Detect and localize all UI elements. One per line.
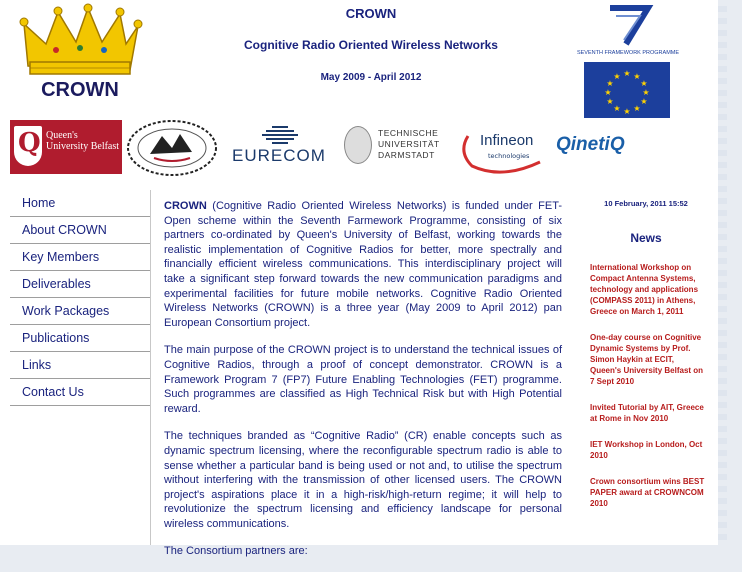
svg-text:★: ★ bbox=[606, 97, 614, 106]
news-heading: News bbox=[630, 231, 662, 245]
svg-text:★: ★ bbox=[642, 88, 650, 97]
news-item[interactable]: One-day course on Cognitive Dynamic Systems by Prof. Simon Haykin at ECIT, Queen's University Belfast on 7 Sept 2010 bbox=[590, 333, 704, 386]
svg-text:★: ★ bbox=[640, 97, 648, 106]
nav-item-home[interactable]: Home bbox=[10, 190, 150, 217]
svg-text:★: ★ bbox=[613, 104, 621, 113]
infineon-logo-text: Infineon bbox=[480, 132, 534, 149]
tu-darmstadt-seal-icon bbox=[344, 126, 372, 164]
infineon-logo[interactable] bbox=[454, 122, 550, 176]
purpose-paragraph: The main purpose of the CROWN project is to understand the technical issues of Cognitive Radios, through a proof of concept demonstrator. CROWN is a Framework Program 7 (FP7) Future Enabling Technologies (FET) programme. Such programmes are classified as High Technical Risk but with High Potential reward. bbox=[164, 344, 562, 415]
eurecom-logo-text: EURECOM bbox=[232, 146, 326, 165]
tu-darmstadt-logo[interactable] bbox=[342, 122, 454, 176]
svg-text:★: ★ bbox=[606, 79, 614, 88]
eurecom-logo[interactable] bbox=[232, 124, 332, 174]
site-subtitle: Cognitive Radio Oriented Wireless Networks bbox=[244, 38, 498, 52]
fp7-caption: SEVENTH FRAMEWORK PROGRAMME bbox=[576, 50, 680, 56]
intro-text: (Cognitive Radio Oriented Wireless Networks) is funded under FET-Open scheme within the Seventh Farmework Programme, consisting of six partners co-ordinated by Queen's University of Belfast, working towards the realistic implementation of Cognitive Radios for better, more spectrally and financially efficient wireless communications. This interdisciplinary project will take a significant step forward towards the new communication paradigms and experimental facilities for future mobile networks. Cognitive Radio Oriented Wireless Networks (CROWN) is a three year (May 2009 to April 2012) pan European Consortium project. bbox=[164, 200, 562, 329]
ait-logo[interactable] bbox=[124, 118, 220, 178]
nav-item-contact[interactable]: Contact Us bbox=[10, 379, 150, 406]
news-item[interactable]: IET Workshop in London, Oct 2010 bbox=[590, 440, 703, 460]
techniques-paragraph: The techniques branded as “Cognitive Radio” (CR) enable concepts such as dynamic spectrum licensing, where the reconfigurable spectrum radio is able to sense whether a particular band is being used or not and, to utilise the spectrum without interfering with the transmission of other licensed users. The CROWN project's aspirations place it in a high-risk/high-return regime; it will help to revolutionize the spectrum licensing and efficiency landscape for personal wireless communications. bbox=[164, 430, 562, 530]
news-item[interactable]: Crown consortium wins BEST PAPER award at CROWNCOM 2010 bbox=[590, 477, 705, 508]
news-list bbox=[586, 262, 706, 509]
nav-item-key-members[interactable]: Key Members bbox=[10, 244, 150, 271]
fp7-logo[interactable] bbox=[576, 4, 680, 56]
nav-item-deliverables[interactable]: Deliverables bbox=[10, 271, 150, 298]
svg-text:★: ★ bbox=[604, 88, 612, 97]
tud-line: DARMSTADT bbox=[378, 150, 435, 160]
crown-bold: CROWN bbox=[164, 200, 207, 212]
news-panel bbox=[586, 199, 706, 524]
qub-logo-text: Queen's University Belfast bbox=[46, 130, 120, 152]
site-title: CROWN bbox=[345, 6, 397, 21]
nav-item-links[interactable]: Links bbox=[10, 352, 150, 379]
main-content bbox=[164, 199, 562, 572]
qinetiq-logo[interactable]: QinetiQ bbox=[556, 134, 625, 155]
svg-text:★: ★ bbox=[623, 107, 631, 116]
nav-item-work-packages[interactable]: Work Packages bbox=[10, 298, 150, 325]
sidebar-nav bbox=[10, 190, 151, 545]
eu-star-icon: ★ bbox=[623, 69, 631, 78]
qub-logo[interactable]: Q Queen's University Belfast bbox=[10, 120, 122, 174]
svg-text:★: ★ bbox=[640, 79, 648, 88]
svg-text:★: ★ bbox=[613, 72, 621, 81]
consortium-paragraph: The Consortium partners are: bbox=[164, 545, 308, 558]
news-date: 10 February, 2011 15:52 bbox=[604, 199, 688, 208]
nav-item-publications[interactable]: Publications bbox=[10, 325, 150, 352]
svg-text:★: ★ bbox=[633, 72, 641, 81]
tud-line: TECHNISCHE bbox=[378, 128, 439, 138]
eu-flag bbox=[584, 62, 670, 118]
news-item[interactable]: International Workshop on Compact Antenna Systems, technology and applications (COMPASS 2011) in Athens, Greece on March 1, 2011 bbox=[590, 263, 699, 316]
nav-item-about[interactable]: About CROWN bbox=[10, 217, 150, 244]
crown-logo-text: CROWN bbox=[41, 79, 119, 101]
tud-line: UNIVERSITÄT bbox=[378, 139, 440, 149]
infineon-logo-sub: technologies bbox=[488, 152, 530, 160]
project-dates: May 2009 - April 2012 bbox=[320, 72, 422, 83]
partner-logos bbox=[10, 118, 700, 180]
intro-paragraph bbox=[164, 199, 562, 330]
svg-text:★: ★ bbox=[633, 104, 641, 113]
news-item[interactable]: Invited Tutorial by AIT, Greece at Rome in Nov 2010 bbox=[590, 403, 704, 423]
